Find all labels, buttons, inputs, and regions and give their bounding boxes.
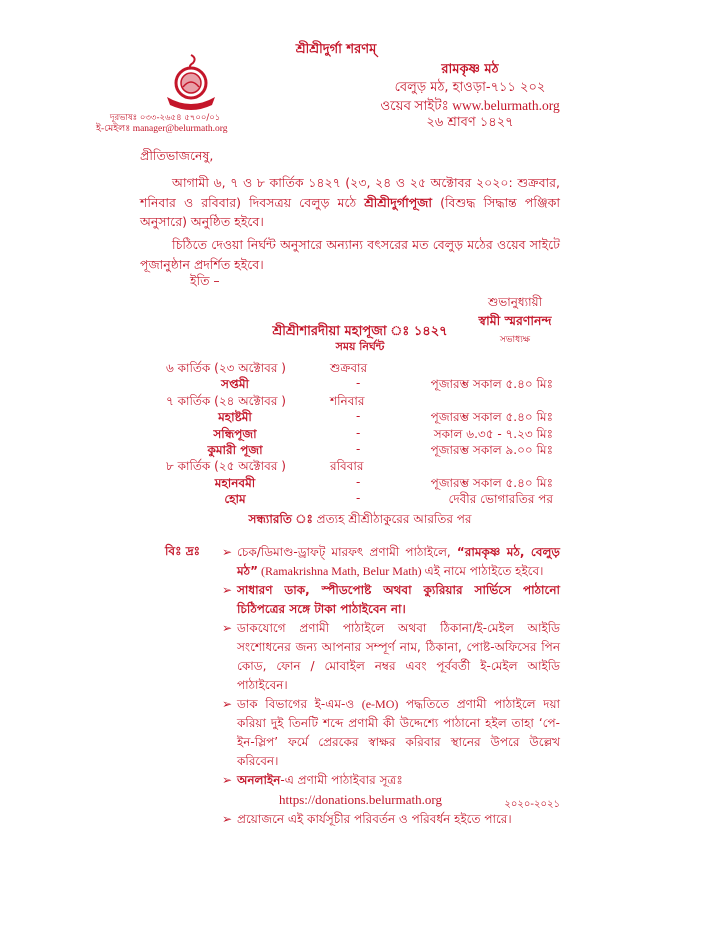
donation-link[interactable]: https://donations.belurmath.org <box>279 792 442 807</box>
arrow-bullet-icon: ➢ <box>222 583 233 597</box>
note-text: প্রয়োজনে এই কার্যসূচীর পরিবর্তন ও পরিবর্ধন হইতে পারে। <box>237 812 512 826</box>
schedule-event-row <box>160 409 560 425</box>
note-bold: “রামকৃষ্ণ মঠ, বেলুড় মঠ” <box>237 545 560 578</box>
schedule-time: পূজারম্ভ সকাল ৫.৪০ মিঃ <box>430 377 553 392</box>
arrow-bullet-icon: ➢ <box>222 697 233 711</box>
schedule-time: পূজারম্ভ সকাল ৫.৪০ মিঃ <box>430 410 553 425</box>
schedule-date: ৬ কার্তিক (২৩ অক্টোবর ) <box>166 361 286 375</box>
year: ২০২০-২০২১ <box>504 799 560 810</box>
schedule-event-row <box>160 491 560 507</box>
note-english: (e-MO) <box>361 697 399 711</box>
designation: সভাধ্যক্ষ <box>499 335 531 345</box>
note-item <box>222 695 560 771</box>
schedule-event-name: সন্ধিপূজা <box>213 426 257 441</box>
schedule-date: ৭ কার্তিক (২৪ অক্টোবর ) <box>166 393 286 408</box>
phone: দূরভাষঃ ০৩৩-২৬৫৪ ৫৭০০/০১ <box>110 113 221 123</box>
letter-date: ২৬ শ্রাবণ ১৪২৭ <box>426 115 514 130</box>
schedule-subtitle: সময় নির্ঘন্ট <box>335 340 385 353</box>
note-text: ডাকযোগে প্রণামী পাঠাইলে অথবা ঠিকানা/ই-মেইল আইডি সংশোধনের জন্য আপনার সম্পূর্ণ নাম, ঠিকানা, পোষ্ট-অফিসের পিন কোড, ফোন / মোবাইল নম্বর এবং পূর্ববর্তী ই-মেইল আইডি পাঠাইবেন। <box>237 621 560 692</box>
note-text: এই নামে পাঠাইতে হইবে। <box>424 564 544 578</box>
schedule-dash: - <box>356 376 361 391</box>
para2-text: চিঠিতে দেওয়া নির্ঘন্ট অনুসারে অন্যান্য বৎসরের মত বেলুড় মঠের ওয়েব সাইটে পূজানুষ্ঠান প্রদর্শিত হইবে। <box>140 237 560 272</box>
schedule-time: দেবীর ভোগারতির পর <box>448 492 553 507</box>
schedule-event-row <box>160 426 560 442</box>
note-english: (Ramakrishna Math, Belur Math) <box>257 564 425 578</box>
schedule-time: পূজারম্ভ সকাল ৫.৪০ মিঃ <box>430 475 553 490</box>
salutation: প্রীতিভাজনেষু, <box>140 148 214 163</box>
schedule-event-name: হোম <box>224 492 246 507</box>
schedule-weekday: রবিবার <box>330 459 364 474</box>
email: ই-মেইলঃ manager@belurmath.org <box>96 124 228 134</box>
schedule-time: পূজারম্ভ সকাল ৯.০০ মিঃ <box>430 443 553 457</box>
schedule-day-row <box>160 458 560 474</box>
closing: ইতি – <box>190 273 220 288</box>
note-item <box>222 619 560 695</box>
arrow-bullet-icon: ➢ <box>222 545 233 559</box>
schedule-event-name: মহাষ্টমী <box>218 410 252 425</box>
notes-list <box>222 543 560 829</box>
schedule-event-name: কুমারী পূজা <box>207 443 263 457</box>
paragraph-1 <box>140 173 560 232</box>
schedule-title: শ্রীশ্রীশারদীয়া মহাপূজা ঃ ১৪২৭ <box>272 324 448 339</box>
para1-bold: শ্রীশ্রীদুর্গাপূজা <box>364 194 432 210</box>
note-text: চেক/ডিমাণ্ড-ড্রাফট্ মারফৎ প্রণামী পাঠাইলে, <box>237 545 457 559</box>
note-text: সাধারণ ডাক, স্পীডপোষ্ট অথবা ক্যুরিয়ার সার্ভিসে পাঠানো চিঠিপত্রের সঙ্গে টাকা পাঠাইবেন না। <box>237 583 560 616</box>
schedule-weekday: শনিবার <box>330 393 365 408</box>
ramakrishna-math-logo <box>163 53 219 113</box>
note-text: পদ্ধতিতে প্রণামী পাঠাইলে দয়া করিয়া দুই তিনটি শব্দে প্রণামী কী উদ্দেশ্যে পাঠানো হইল তাহা ‘পে-ইন-স্লিপ’ ফর্মে প্রেরকের স্বাক্ষর করিবার স্থানের উপরে উল্লেখ করিবেন। <box>237 697 560 768</box>
note-bold: অনলাইন <box>237 773 281 787</box>
address: বেলুড় মঠ, হাওড়া-৭১১ ২০২ <box>394 80 546 95</box>
schedule-event-name: মহানবমী <box>214 475 256 490</box>
note-text: ডাক বিভাগের ই-এম-ও <box>237 697 362 711</box>
evening-aarti <box>248 511 471 531</box>
schedule-event-row <box>160 442 560 458</box>
schedule-dash: - <box>356 491 361 506</box>
arrow-bullet-icon: ➢ <box>222 621 233 635</box>
arrow-bullet-icon: ➢ <box>222 773 233 787</box>
schedule-event-row <box>160 376 560 392</box>
evening-label: সন্ধ্যারতি ঃ <box>248 512 313 526</box>
note-item <box>222 543 560 581</box>
schedule-dash: - <box>356 425 361 440</box>
schedule-dash: - <box>356 474 361 489</box>
schedule-dash: - <box>356 409 361 424</box>
sign-off: শুভানুধ্যায়ী <box>487 295 543 309</box>
para1-text-end: (বিশুদ্ধ সিদ্ধান্ত পঞ্জিকা অনুসারে) অনুষ্ঠিত হইবে। <box>140 194 560 229</box>
schedule-event-row <box>160 475 560 491</box>
signatory: স্বামী স্মরণানন্দ <box>478 313 552 328</box>
website: ওয়েব সাইটঃ www.belurmath.org <box>380 98 560 113</box>
org-name: রামকৃষ্ণ মঠ <box>441 62 499 77</box>
schedule-event-name: সপ্তমী <box>221 377 249 392</box>
evening-text: প্রত্যহ শ্রীশ্রীঠাকুরের আরতির পর <box>312 512 472 526</box>
note-item <box>222 581 560 619</box>
invocation: শ্রীশ্রীদুর্গা শরণম্ <box>295 42 377 57</box>
arrow-bullet-icon: ➢ <box>222 812 233 826</box>
schedule-weekday: শুক্রবার <box>330 361 368 375</box>
schedule-date: ৮ কার্তিক (২৫ অক্টোবর ) <box>166 459 286 474</box>
schedule-time: সকাল ৬.৩৫ - ৭.২৩ মিঃ <box>433 426 553 441</box>
para1-text: আগামী ৬, ৭ ও ৮ কার্তিক ১৪২৭ (২৩, ২৪ ও ২৫ অক্টোবর ২০২০: শুক্রবার, শনিবার ও রবিবার) দিবসত্রয় বেলুড় মঠে <box>140 175 560 210</box>
schedule-day-row <box>160 393 560 409</box>
schedule-dash: - <box>356 442 361 456</box>
paragraph-2 <box>140 235 560 274</box>
note-text: -এ প্রণামী পাঠাইবার সূত্রঃ <box>280 773 403 787</box>
notes-label: বিঃ দ্রঃ <box>165 544 201 558</box>
schedule-day-row <box>160 360 560 376</box>
